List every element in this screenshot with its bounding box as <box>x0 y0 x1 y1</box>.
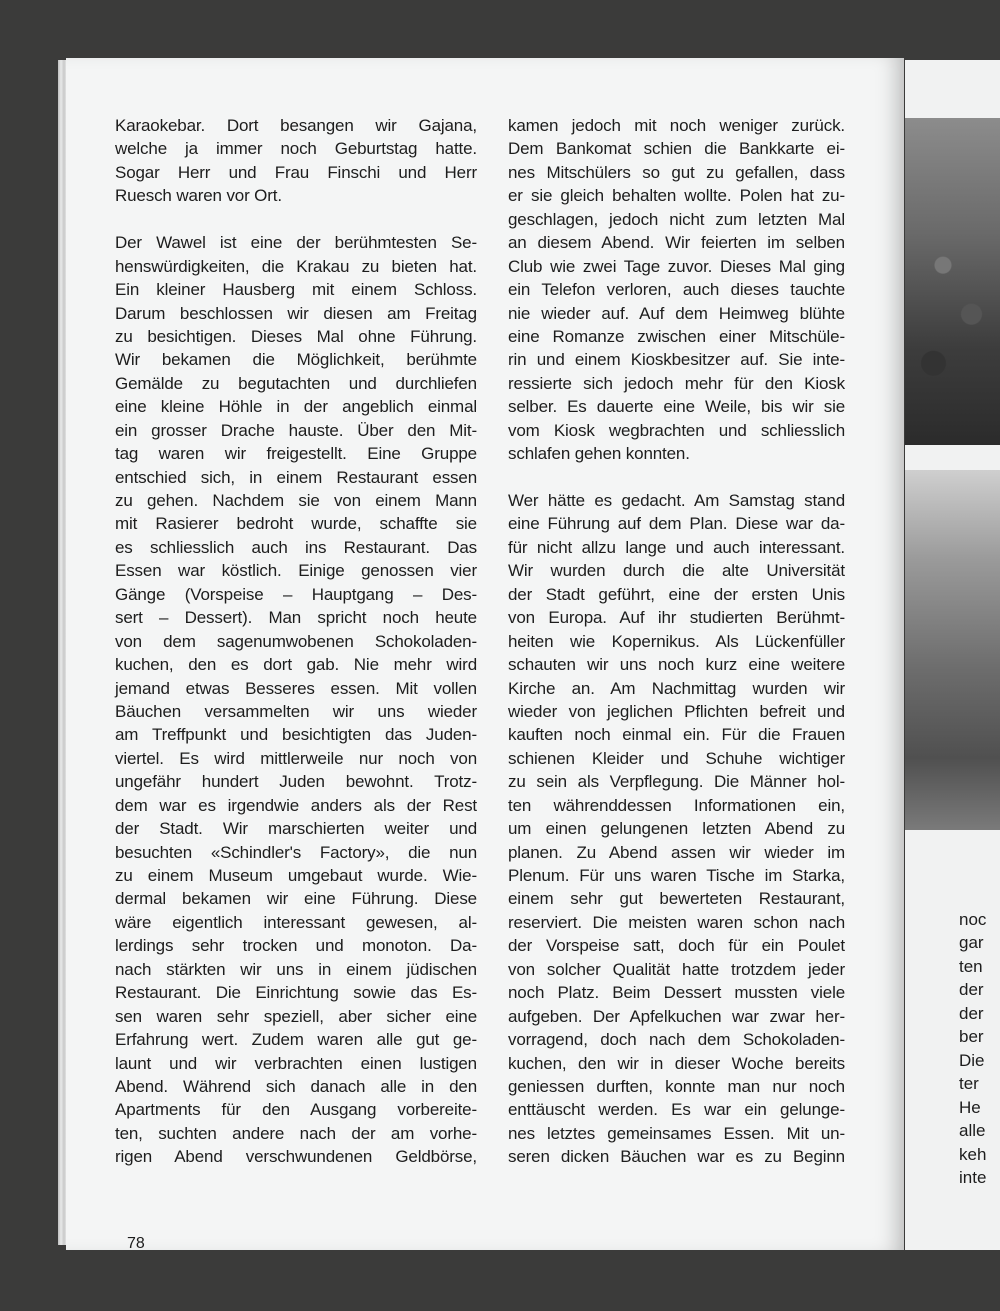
text-line: Gänge (Vorspeise – Hauptgang – Des- <box>115 584 477 604</box>
text-line: nie wieder auf. Auf dem Heimweg blühte <box>508 303 845 323</box>
text-line: für nicht allzu lange und auch interessant. <box>508 537 845 557</box>
text-line: jemand etwas Besseres essen. Mit vollen <box>115 678 477 698</box>
text-line: eine Romanze zwischen einer Mitschüle- <box>508 326 845 346</box>
text-line: eine kleine Höhle in der angeblich einmal <box>115 397 477 417</box>
text-line: planen. Zu Abend assen wir wieder im <box>508 842 845 862</box>
text-line: Essen war köstlich. Einige genossen vier <box>115 561 477 581</box>
text-line: noch Platz. Beim Dessert mussten viele <box>508 983 845 1003</box>
text-fragment: ten <box>959 956 983 976</box>
text-line: er sie gleich behalten wollte. Polen hat zu- <box>508 186 845 206</box>
text-line: zu sein als Verpflegung. Die Männer hol- <box>508 772 845 792</box>
text-line: rigen Abend verschwundenen Geldbörse, <box>115 1147 477 1167</box>
text-line: seren dicken Bäuchen war es zu Beginn <box>508 1147 845 1167</box>
text-line: der Stadt geführt, eine der ersten Unis <box>508 584 845 604</box>
group-photo <box>905 118 1000 445</box>
text-line: vom Kiosk wegbrachten und schliesslich <box>508 420 845 440</box>
text-fragment: noc <box>959 910 987 929</box>
text-fragment: ber <box>959 1027 984 1047</box>
text-line: schienen Kleider und Schuhe wichtiger <box>508 748 845 768</box>
page-number: 78 <box>127 1235 145 1252</box>
text-line: wieder von jeglichen Pflichten befreit und <box>508 701 845 721</box>
text-line: besuchten «Schindler's Factory», die nun <box>115 842 477 862</box>
text-line: mit Rasierer bedroht wurde, schaffte sie <box>115 514 477 534</box>
text-line: viertel. Es wird mittlerweile nur noch von <box>115 748 477 768</box>
text-line: Sogar Herr und Frau Finschi und Herr <box>115 162 477 182</box>
text-line: geschlagen, jedoch nicht zum letzten Mal <box>508 209 845 229</box>
text-line: am Treffpunkt und besichtigten das Juden- <box>115 725 477 745</box>
text-line: Wer hätte es gedacht. Am Samstag stand <box>508 491 845 510</box>
text-line: selber. Es dauerte eine Weile, bis wir sie <box>508 397 845 417</box>
paragraph-gap <box>508 466 845 489</box>
text-line: launt und wir verbrachten einen lustigen <box>115 1053 477 1073</box>
text-line: nes letztes gemeinsames Essen. Mit un- <box>508 1123 845 1143</box>
text-line: Erfahrung wert. Zudem waren alle gut ge- <box>115 1030 477 1050</box>
text-fragment: ter <box>959 1074 979 1094</box>
text-line: von Europa. Auf ihr studierten Berühmt- <box>508 608 845 628</box>
text-line: henswürdigkeiten, die Krakau zu bieten hat. <box>115 256 477 276</box>
text-line: aufgeben. Der Apfelkuchen war zwar her- <box>508 1006 845 1026</box>
text-line: ressierte sich jedoch mehr für den Kiosk <box>508 373 845 393</box>
city-square-photo <box>905 470 1000 830</box>
text-line: Ein kleiner Hausberg mit einem Schloss. <box>115 280 477 300</box>
text-line: lerdings sehr trocken und monoton. Da- <box>115 936 477 956</box>
text-line: von solcher Qualität hatte trotzdem jeder <box>508 959 845 979</box>
text-line: Wir wurden durch die alte Universität <box>508 561 845 581</box>
text-line: Ruesch waren vor Ort. <box>115 186 282 206</box>
text-line: vorragend, doch nach dem Schokoladen- <box>508 1030 845 1050</box>
text-line: zu gehen. Nachdem sie von einem Mann <box>115 491 477 510</box>
text-line: zu besichtigen. Dieses Mal ohne Führung. <box>115 326 477 346</box>
text-line: Darum beschlossen wir diesen am Freitag <box>115 303 477 323</box>
text-line: von dem sagenumwobenen Schokoladen- <box>115 631 477 651</box>
text-line: welche ja immer noch Geburtstag hatte. <box>115 139 477 159</box>
text-line: sen waren sehr speziell, aber sicher eine <box>115 1006 477 1026</box>
text-fragment: gar <box>959 933 984 953</box>
text-fragment: Die <box>959 1050 985 1070</box>
text-line: um einen gelungenen letzten Abend zu <box>508 819 845 839</box>
text-line: Abend. Während sich danach alle in den <box>115 1076 477 1096</box>
text-line: enttäuscht werden. Es war ein gelunge- <box>508 1100 845 1120</box>
text-fragment: inte <box>959 1167 987 1187</box>
text-line: nes Mitschülers so gut zu gefallen, dass <box>508 162 845 182</box>
text-line: sert – Dessert). Man spricht noch heute <box>115 608 477 628</box>
text-line: kuchen, den wir in dieser Woche bereits <box>508 1053 845 1073</box>
text-line: reserviert. Die meisten waren schon nach <box>508 912 845 932</box>
text-line: kamen jedoch mit noch weniger zurück. <box>508 116 845 135</box>
text-line: Plenum. Für uns waren Tische im Starka, <box>508 866 845 885</box>
text-fragment: der <box>959 1003 984 1023</box>
text-line: kauften noch einmal ein. Für die Frauen <box>508 725 845 745</box>
text-line: Restaurant. Die Einrichtung sowie das Es- <box>115 983 477 1003</box>
text-line: kuchen, den es dort gab. Nie mehr wird <box>115 655 477 675</box>
text-line: eine Führung auf dem Plan. Diese war da- <box>508 514 845 534</box>
text-line: es schliesslich auch ins Restaurant. Das <box>115 537 477 557</box>
text-line: einem sehr gut bewerteten Restaurant, <box>508 889 845 909</box>
text-line: dermal bekamen wir eine Führung. Diese <box>115 889 477 909</box>
text-fragment: der <box>959 980 984 1000</box>
text-line: entschied sich, in einem Restaurant essen <box>115 467 477 487</box>
text-line: schlafen gehen konnten. <box>508 444 690 464</box>
text-fragment: alle <box>959 1121 986 1141</box>
text-line: ein Telefon verloren, auch dieses tauchte <box>508 280 845 300</box>
text-line: Bäuchen versammelten wir uns wieder <box>115 701 477 721</box>
text-line: wäre eigentlich interessant gewesen, al- <box>115 912 477 932</box>
left-column <box>115 114 477 1169</box>
text-line: Dem Bankomat schien die Bankkarte ei- <box>508 139 845 159</box>
text-line: nach stärkten wir uns in einem jüdischen <box>115 959 477 979</box>
text-line: dem war es irgendwie anders als der Rest <box>115 795 477 815</box>
text-line: geniessen durften, konnte man nur noch <box>508 1076 845 1096</box>
right-column <box>508 114 845 1169</box>
text-line: rin und einem Kioskbesitzer auf. Sie inte- <box>508 350 845 370</box>
paragraph-gap <box>115 208 477 231</box>
text-line: Der Wawel ist eine der berühmtesten Se- <box>115 233 477 253</box>
text-line: tag waren wir freigestellt. Eine Gruppe <box>115 444 477 464</box>
text-line: Club wie zwei Tage zuvor. Dieses Mal ging <box>508 256 845 276</box>
text-line: Gemälde zu begutachten und durchliefen <box>115 373 477 393</box>
text-line: Karaokebar. Dort besangen wir Gajana, <box>115 116 477 135</box>
text-line: heiten wie Kopernikus. Als Lückenfüller <box>508 631 845 651</box>
text-line: zu einem Museum umgebaut wurde. Wie- <box>115 866 477 885</box>
next-page-text-fragments <box>959 908 986 1189</box>
text-line: ten währenddessen Informationen ein, <box>508 795 845 815</box>
text-line: Wir bekamen die Möglichkeit, berühmte <box>115 350 477 370</box>
text-line: an diesem Abend. Wir feierten im selben <box>508 233 845 253</box>
text-line: ein grosser Drache hauste. Über den Mit- <box>115 420 477 440</box>
text-line: ten, suchten andere nach der am vorhe- <box>115 1123 477 1143</box>
text-fragment: He <box>959 1097 981 1117</box>
text-line: Apartments für den Ausgang vorbereite- <box>115 1100 477 1120</box>
text-line: der Vorspeise satt, doch für ein Poulet <box>508 936 845 956</box>
text-line: der Stadt. Wir marschierten weiter und <box>115 819 477 839</box>
text-line: Kirche an. Am Nachmittag wurden wir <box>508 678 845 698</box>
text-fragment: keh <box>959 1144 987 1164</box>
text-line: ungefähr hundert Juden bewohnt. Trotz- <box>115 772 477 792</box>
text-line: schauten wir uns noch kurz eine weitere <box>508 655 845 675</box>
